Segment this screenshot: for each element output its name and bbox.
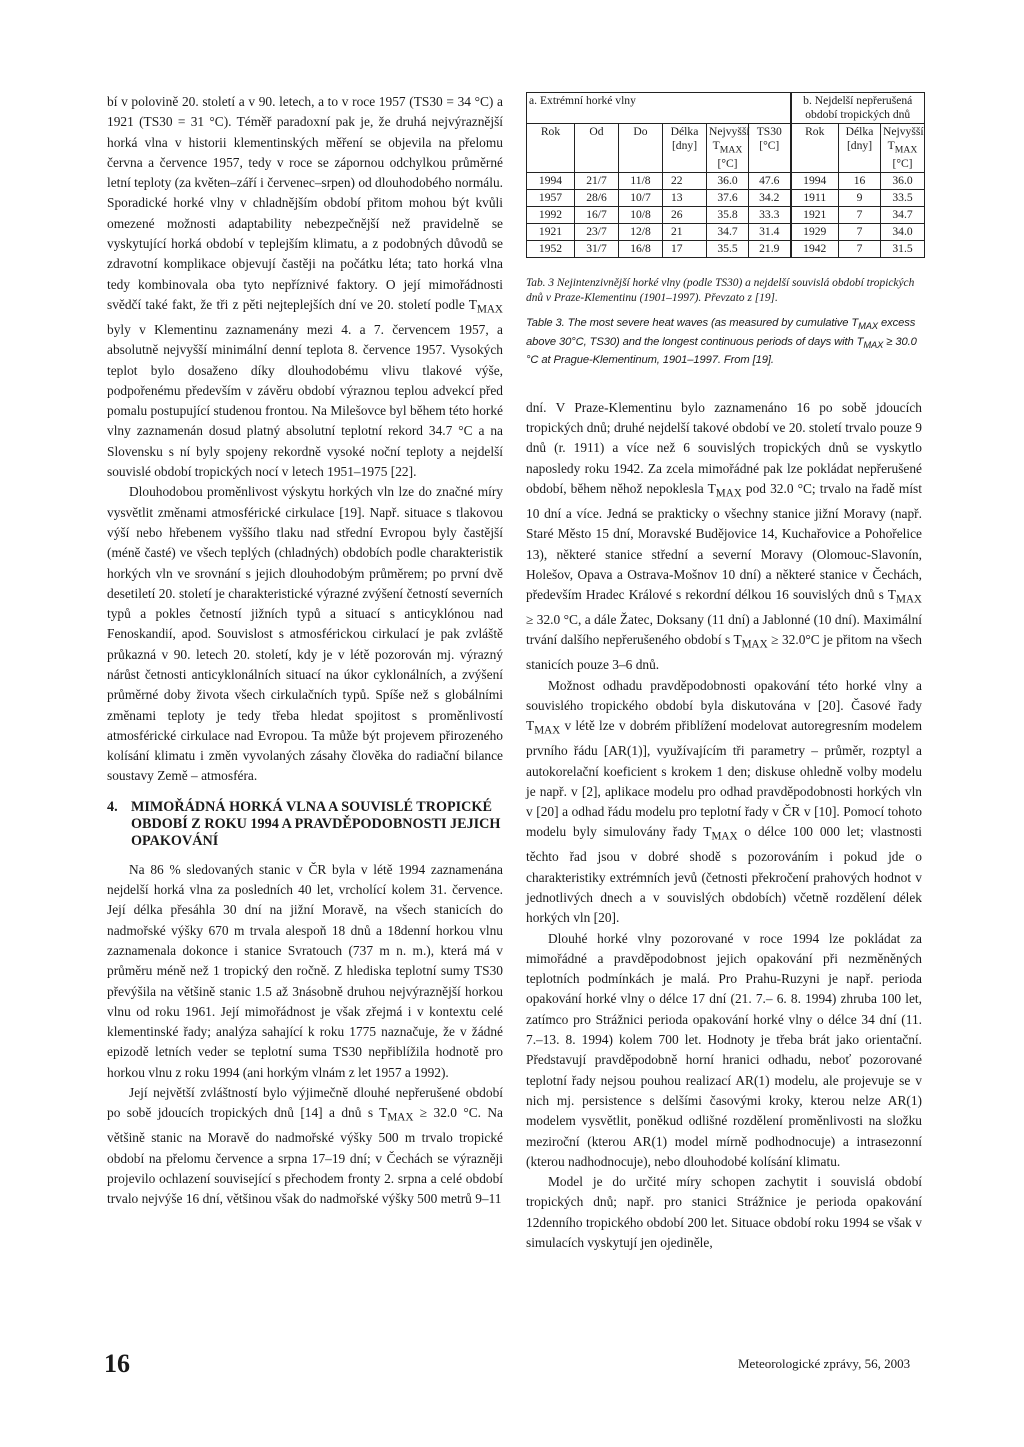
table-3 [526,92,924,368]
column-header: Délka [dny] [839,124,881,173]
column-header: TS30 [°C] [749,124,791,173]
column-header: Rok [527,124,575,173]
column-header: Délka [dny] [663,124,707,173]
section-heading [107,799,503,850]
paragraph: Model je do určité míry schopen zachytit i souvislá období tropických dnů; např. pro stanici Strážnice je perioda opakování 12denního tropického období 200 let. Situace období roku 1994 se však v simulacích vyskytují jen ojediněle, [526,1174,922,1251]
paragraph: bí v polovině 20. století a v 90. letech, a to v roce 1957 (TS30 = 34 °C) a 1921 (TS30 = 31 °C). Téměř paradoxní pak je, že druhá nejvýraznější horká vlna v historii klementinských měření se objevila na přelomu června a července 1957, tedy v roce se zápornou odchylkou průměrné letní teploty (za květen–září i červenec–srpen) od dlouhodobého normálu. Sporadické horké vlny v chladnějším období přitom mohou být kvůli omezené možnosti adaptability nebezpečnější než pravidelně se vyskytující horká období v teplejším klimatu, a z podobných důvodů se zdravotní komplikace objevují častěji na počátku léta; tato horká vlna tedy kombinovala oba tyto nepříznivé faktory. O její mimořádnosti svědčí také fakt, že tři z pěti nejteplejších dní ve 20. století podle $T_{MAX}$ byly v Klementinu zaznamenány mezi 4. a 7. červencem 1957, a absolutně nejvyšší minimální denní teplota 8. července 1957. Vysokých teplot bylo dosaženo díky dlouhodobému vlivu tlakové výše, podpořenému především v závěru období výraznou teplou advekcí před pomalu postupující studenou frontou. Na Milešovce byl během této horké vlny zaznamenán dosud platný absolutní teplotní rekord 34.7 °C a na Slovensku s ní byly spojeny rekordně vysoké noční teploty a nejdelší souvislé období tropických nocí v letech 1951–1975 [22]. [107,94,503,480]
table-caption-cz: Tab. 3 Nejintenzivnější horké vlny (podle TS30) a nejdelší souvislá období tropických dnů v Praze-Klementinu (1901–1997). Převzato z [19]. [526,277,915,305]
table-row: 1957 28/6 10/7 13 37.6 34.2 1911 9 33.5 [527,190,925,207]
table-row: 1992 16/7 10/8 26 35.8 33.3 1921 7 34.7 [527,207,925,224]
right-column [526,92,922,1253]
paragraph: Její největší zvláštností bylo výjimečně dlouhé nepřerušené období po sobě jdoucích tropických dnů [14] a dnů s $T_{MAX} \ge 32.0$ °C. Na většině stanic na Moravě do nadmořské výšky 500 m trvalo tropické období na přelomu července a srpna 17–19 dní; v Čechách se výrazněji projevilo ochlazení související s přechodem fronty 2. srpna a celé období trvalo nejvýše 16 dní, většinou však do nadmořské výšky 500 metrů 9–11 [107,1085,504,1207]
journal-footer: Meteorologické zprávy, 56, 2003 [738,1356,911,1371]
paragraph: Možnost odhadu pravděpodobnosti opakování této horké vlny a souvislého tropického období byla diskutována v [20]. Časové řady $T_{MAX}$ v létě lze v dobrém přiblížení modelovat autoregresním modelem prvního řádu [AR(1)], využívajícím tři parametry – průměr, rozptyl a autokorelační koeficient s krokem 1 den; diskuse ohledně volby modelu je např. v [2], aplikace modelu pro odhad pravděpodobnosti horkých vln v [20] a odhad řádu modelu pro teplotní řady v ČR v [10]. Pomocí tohoto modelu byly simulovány řady $T_{MAX}$ o délce 100 000 let; vlastnosti těchto řad jsou v dobré shodě s pozorováním i pokud jde o charakteristiky extrémních jevů (četnosti překročení prahových hodnot v jednotlivých dnech a v souvislých obdobích) včetně rozdělení délek horkých vln [20]. [526,677,922,926]
table-row: 1921 23/7 12/8 21 34.7 31.4 1929 7 34.0 [527,224,925,241]
table-group-a: a. Extrémní horké vlny [527,93,791,124]
paragraph: Na 86 % sledovaných stanic v ČR byla v létě 1994 zaznamenána nejdelší horká vlna za posledních 40 let, vrcholící kolem 31. července. Její délka přesáhla 30 dní na jižní Moravě, na všech stanicích do nadmořské výšky 670 m trvala alespoň 18 dnů a 18denní horkou vlnu zaznamenala dokonce i stanice Svratouch (737 m n. m.), která má v průměru méně než 1 tropický den ročně. Z hlediska teplotní sumy TS30 převýšila na většině stanic 1.5 až 3násobně druhou nejvýraznější horkou vlnu od roku 1961. Její mimořádnost je však zřejmá i v kontextu celé klementinské řady; analýza sahající k roku 1775 naznačuje, že v žádné epizodě letních veder se teplotní suma TS30 nepřiblížila hodnotě pro horkou vlnu z roku 1994 (ani horkým vlnám z let 1957 a 1992). [107,861,503,1080]
paragraph: Dlouhé horké vlny pozorované v roce 1994 lze pokládat za mimořádné a pravděpodobnost jejich opakování při nezměněných teplotních podmínkách je malá. Pro Prahu-Ruzyni je např. perioda opakování horké vlny o délce 17 dní (21. 7.– 6. 8. 1994) zhruba 100 let, zatímco pro Strážnici perioda opakování horké vlny o délce 34 dní (11. 7.–13. 8. 1994) kolem 700 let. Hodnoty je třeba brát jako orientační. Představují pravděpodobně horní hranici odhadu, neboť pozorované teplotní řady nejsou pouhou realizací AR(1) modelu, ale projevuje se v nich mj. persistence s delšími časovými kroky, kterou nelze AR(1) modelem vysvětlit, poněkud odlišné rozdělení proměnlivosti na složku meziroční (kterou AR(1) model mírně podhodnocuje) a intrasezonní (kterou nadhodnocuje), nebo dlouhodobé kolísání klimatu. [526,930,922,1169]
paragraph: Dlouhodobou proměnlivost výskytu horkých vln lze do značné míry vysvětlit změnami atmosférické cirkulace [19]. Např. situace s tlakovou výší nebo hřebenem vyššího tlaku nad střední Evropou byly častější (méně časté) ve všech teplých (chladných) obdobích podle charakteristik horkých vln ve srovnání s jejich dlouhodobým průměrem; po první dvě desetiletí 20. století je charakteristické výrazné zvýšení četností severních typů a pokles četností jižních typů a situací s anticyklónou nad Fenoskandií, apod. Souvislost s atmosférickou cirkulací je pak zvláště průkazná v 90. letech 20. století, kdy je v létě pozorován mj. výrazný nárůst četnosti anticyklonálních situací na úkor cyklonálních, a zvýšení průměrné doby života všech cirkulačních typů. Spíše než s globálními změnami teploty je tedy třeba hledat spojitost s proměnlivostí atmosférické cirkulace nad Evropou. Ta může být projevem přirozeného kolísání klimatu i změn vyvolaných zásahy člověka do radiační bilance soustavy Země – atmosféra. [107,484,503,784]
table-row: 1994 21/7 11/8 22 36.0 47.6 1994 16 36.0 [527,173,925,190]
section-title: MIMOŘÁDNÁ HORKÁ VLNA A SOUVISLÉ TROPICKÉ OBDOBÍ Z ROKU 1994 A PRAVDĚPODOBNOSTI JEJICH OPAKOVÁNÍ [131,798,501,849]
column-header: Do [619,124,663,173]
column-header: Nejvyšší $T_{MAX}$ [°C] [707,124,749,173]
column-header: Od [575,124,619,173]
table-caption-en: Table 3. The most severe heat waves (as measured by cumulative $T_{MAX}$ excess above 30°C, TS30) and the longest continuous periods of days with $T_{MAX} \ge 30.0$ °C at Prague-Klementinum, 1901–1997. From [19]. [526,317,917,366]
table-row: 1952 31/7 16/8 17 35.5 21.9 1942 7 31.5 [527,241,925,258]
column-header: Nejvyšší $T_{MAX}$ [°C] [881,124,925,173]
section-number: 4. [107,798,118,815]
table-group-b: b. Nejdelší nepřerušená období tropických dnů [791,93,925,124]
left-column [107,92,503,1209]
paragraph: dní. V Praze-Klementinu bylo zaznamenáno 16 po sobě jdoucích tropických dnů; druhé nejdelší takové období ve 20. století trvalo pouze 9 dnů (r. 1911) a více než 6 souvislých tropických dnů se vyskytlo naposledy roku 1942. Za zcela mimořádné pak lze pokládat nepřerušené období, během něhož nepoklesla $T_{MAX}$ pod 32.0 °C; trvalo na řadě míst 10 dní a více. Jedná se prakticky o všechny stanice jižní Moravy (např. Staré Město 15 dní, Moravské Budějovice 14, Kuchařovice a Pohořelice 13), některé stanice střední a severní Moravy (Olomouc-Slavonín, Holešov, Opava a Ostrava-Mošnov 10 dní) a některé stanice v Čechách, především Hradec Králové s rekordní délkou 16 souvislých dnů s $T_{MAX} \ge 32.0$ °C, a dále Žatec, Doksany (11 dní) a Jablonné (10 dní). Maximální trvání dalšího nepřerušeného období s $T_{MAX} \ge 32.0^\circ C$ je přitom na všech stanicích pouze 3–6 dnů. [526,399,923,673]
heat-wave-table [526,92,925,258]
page-number: 16 [104,1349,130,1378]
column-header: Rok [791,124,839,173]
table-header-row [527,124,925,173]
right-column-body [526,398,922,1254]
